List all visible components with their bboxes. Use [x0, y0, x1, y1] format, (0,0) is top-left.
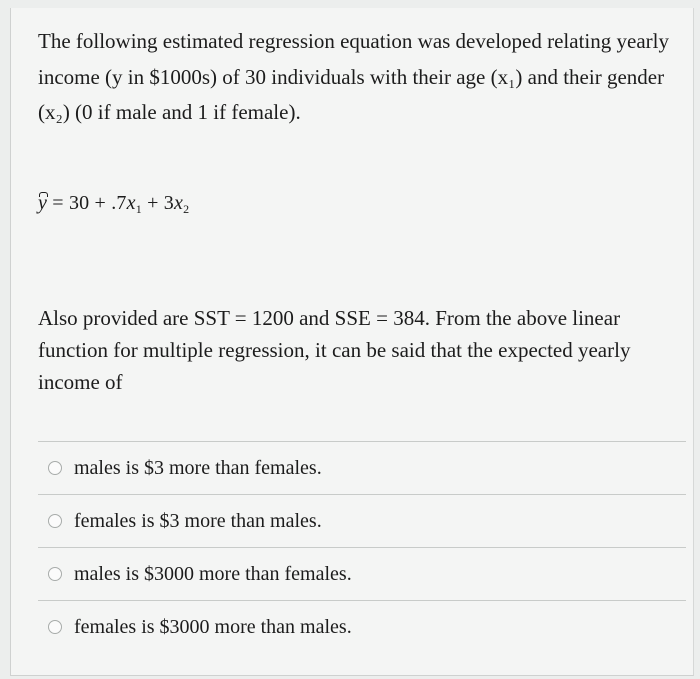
answer-option-2[interactable]: [36, 495, 686, 547]
answer-option-3[interactable]: [36, 548, 686, 600]
answer-option-4[interactable]: [36, 601, 686, 653]
radio-button-icon[interactable]: [48, 461, 62, 475]
equation-intercept: = 30 + .7: [47, 192, 127, 214]
equation-x1-subscript: 1: [135, 202, 142, 216]
stats-text: Also provided are SST = 1200 and SSE = 384. From the above linear function for multiple regression, it can be said that the expected yearly income of: [38, 306, 631, 394]
equation-x2-subscript: 2: [183, 202, 190, 216]
radio-button-icon[interactable]: [48, 620, 62, 634]
radio-button-icon[interactable]: [48, 514, 62, 528]
answer-option-label: males is $3 more than females.: [74, 456, 322, 479]
equation-x1: x: [126, 192, 136, 214]
equation-plus: + 3: [141, 192, 175, 214]
question-text: The following estimated regression equation was developed relating yearly income (y in $1000s) of 30 individuals with their age (x₁) and their gender (x₂) (0 if male and 1 if female).: [38, 29, 669, 124]
y-hat-symbol: y: [38, 192, 48, 214]
question-card: [10, 8, 694, 676]
answer-option-1[interactable]: [36, 442, 686, 494]
answer-option-label: males is $3000 more than females.: [74, 562, 352, 585]
radio-button-icon[interactable]: [48, 567, 62, 581]
answer-option-label: females is $3000 more than males.: [74, 615, 352, 638]
answer-option-label: females is $3 more than males.: [74, 509, 322, 532]
regression-equation: [38, 192, 189, 217]
answer-options: [36, 441, 686, 653]
equation-x2: x: [174, 192, 184, 214]
